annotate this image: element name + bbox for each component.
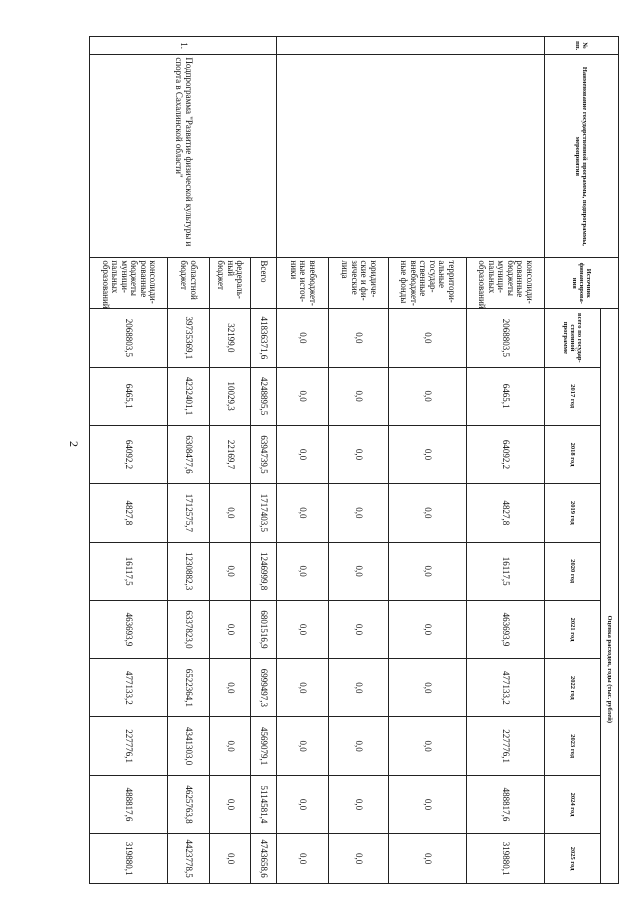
value-cell: 0,0 — [389, 367, 467, 425]
value-cell: 6465,1 — [467, 367, 545, 425]
value-cell: 0,0 — [329, 775, 389, 833]
value-cell: 6465,1 — [90, 367, 168, 425]
header-source: Источник финансирова-ния — [545, 258, 619, 309]
row-number: 1. — [90, 37, 277, 55]
value-cell: 0,0 — [277, 600, 329, 658]
value-cell: 0,0 — [209, 659, 251, 717]
value-cell: 6522364,1 — [168, 659, 210, 717]
value-cell: 1230882,3 — [168, 542, 210, 600]
value-cell: 0,0 — [389, 484, 467, 542]
value-cell: 0,0 — [389, 309, 467, 367]
value-cell: 4827,8 — [90, 484, 168, 542]
value-cell: 4569079,1 — [251, 717, 277, 775]
header-num: № пп. — [545, 37, 619, 55]
page-number: 2 — [67, 441, 81, 447]
value-cell: 0,0 — [277, 367, 329, 425]
value-cell: 0,0 — [277, 775, 329, 833]
header-group: Оценка расходов, годы (тыс. рублей) — [601, 309, 619, 884]
value-cell: 2068803,5 — [467, 309, 545, 367]
value-cell: 2068803,5 — [90, 309, 168, 367]
header-year: 2021 год — [545, 600, 601, 658]
value-cell: 0,0 — [277, 834, 329, 884]
value-cell: 477133,2 — [467, 659, 545, 717]
header-year: 2024 год — [545, 775, 601, 833]
value-cell: 22169,7 — [209, 425, 251, 483]
value-cell: 6801516,9 — [251, 600, 277, 658]
value-cell: 0,0 — [209, 834, 251, 884]
value-cell: 4248895,5 — [251, 367, 277, 425]
header-total: всего по государ-ственной программе — [545, 309, 601, 367]
header-year: 2018 год — [545, 425, 601, 483]
source-cell: юридиче-ские и фи-зические лица — [329, 258, 389, 309]
source-cell: федераль-ный бюджет — [209, 258, 251, 309]
value-cell: 488817,6 — [90, 775, 168, 833]
value-cell: 64092,2 — [90, 425, 168, 483]
source-cell: консолиди-рованные бюджеты муници-пальных образований — [467, 258, 545, 309]
value-cell: 0,0 — [277, 425, 329, 483]
source-cell: территори-альные государ-ственные внебюджет-ные фонды — [389, 258, 467, 309]
source-cell: внебюджет-ные источ-ники — [277, 258, 329, 309]
value-cell: 39735369,1 — [168, 309, 210, 367]
value-cell: 41836371,6 — [251, 309, 277, 367]
value-cell: 6394739,5 — [251, 425, 277, 483]
value-cell: 0,0 — [329, 542, 389, 600]
value-cell: 0,0 — [329, 309, 389, 367]
header-year: 2022 год — [545, 659, 601, 717]
table-row — [251, 37, 277, 884]
value-cell: 0,0 — [389, 717, 467, 775]
value-cell: 0,0 — [209, 484, 251, 542]
value-cell: 0,0 — [329, 717, 389, 775]
value-cell: 463693,9 — [90, 600, 168, 658]
value-cell: 1246999,8 — [251, 542, 277, 600]
value-cell: 4341303,0 — [168, 717, 210, 775]
value-cell: 0,0 — [209, 775, 251, 833]
subprogram-name: Подпрограмма "Развитие физической культуры и спорта в Сахалинской области" — [90, 55, 277, 258]
value-cell: 0,0 — [329, 834, 389, 884]
budget-table — [89, 36, 619, 884]
value-cell: 319880,1 — [90, 834, 168, 884]
value-cell: 0,0 — [277, 309, 329, 367]
value-cell: 0,0 — [277, 484, 329, 542]
row-name-cell — [277, 55, 545, 258]
value-cell: 463693,9 — [467, 600, 545, 658]
table-row — [467, 37, 545, 884]
source-cell: областной бюджет — [168, 258, 210, 309]
value-cell: 4232401,1 — [168, 367, 210, 425]
value-cell: 4827,8 — [467, 484, 545, 542]
header-year: 2023 год — [545, 717, 601, 775]
value-cell: 0,0 — [329, 367, 389, 425]
value-cell: 488817,6 — [467, 775, 545, 833]
value-cell: 0,0 — [329, 484, 389, 542]
value-cell: 6999497,3 — [251, 659, 277, 717]
value-cell: 0,0 — [209, 717, 251, 775]
value-cell: 32199,0 — [209, 309, 251, 367]
value-cell: 4625763,8 — [168, 775, 210, 833]
value-cell: 6337823,0 — [168, 600, 210, 658]
value-cell: 0,0 — [209, 600, 251, 658]
row-num-cell — [277, 37, 545, 55]
value-cell: 16117,5 — [467, 542, 545, 600]
value-cell: 0,0 — [329, 425, 389, 483]
value-cell: 0,0 — [209, 542, 251, 600]
rotated-page — [89, 36, 619, 884]
value-cell: 16117,5 — [90, 542, 168, 600]
source-cell: Всего — [251, 258, 277, 309]
value-cell: 0,0 — [277, 659, 329, 717]
value-cell: 0,0 — [389, 600, 467, 658]
value-cell: 1712575,7 — [168, 484, 210, 542]
value-cell: 227776,1 — [467, 717, 545, 775]
value-cell: 0,0 — [389, 659, 467, 717]
header-year: 2020 год — [545, 542, 601, 600]
value-cell: 0,0 — [389, 425, 467, 483]
value-cell: 477133,2 — [90, 659, 168, 717]
source-cell: консолиди-рованные бюджеты муници-пальных образований — [90, 258, 168, 309]
value-cell: 0,0 — [277, 717, 329, 775]
header-year: 2019 год — [545, 484, 601, 542]
value-cell: 5114581,4 — [251, 775, 277, 833]
value-cell: 4743658,6 — [251, 834, 277, 884]
value-cell: 1717403,5 — [251, 484, 277, 542]
value-cell: 0,0 — [389, 834, 467, 884]
value-cell: 6308477,6 — [168, 425, 210, 483]
header-year: 2017 год — [545, 367, 601, 425]
header-year: 2025 год — [545, 834, 601, 884]
header-name: Наименование государственной программы, подпрограммы, мероприятия — [545, 55, 619, 258]
value-cell: 0,0 — [277, 542, 329, 600]
value-cell: 64092,2 — [467, 425, 545, 483]
value-cell: 0,0 — [329, 600, 389, 658]
header-row-1 — [601, 37, 619, 884]
value-cell: 319880,1 — [467, 834, 545, 884]
value-cell: 227776,1 — [90, 717, 168, 775]
value-cell: 4423778,5 — [168, 834, 210, 884]
value-cell: 0,0 — [329, 659, 389, 717]
value-cell: 0,0 — [389, 775, 467, 833]
value-cell: 10029,3 — [209, 367, 251, 425]
value-cell: 0,0 — [389, 542, 467, 600]
